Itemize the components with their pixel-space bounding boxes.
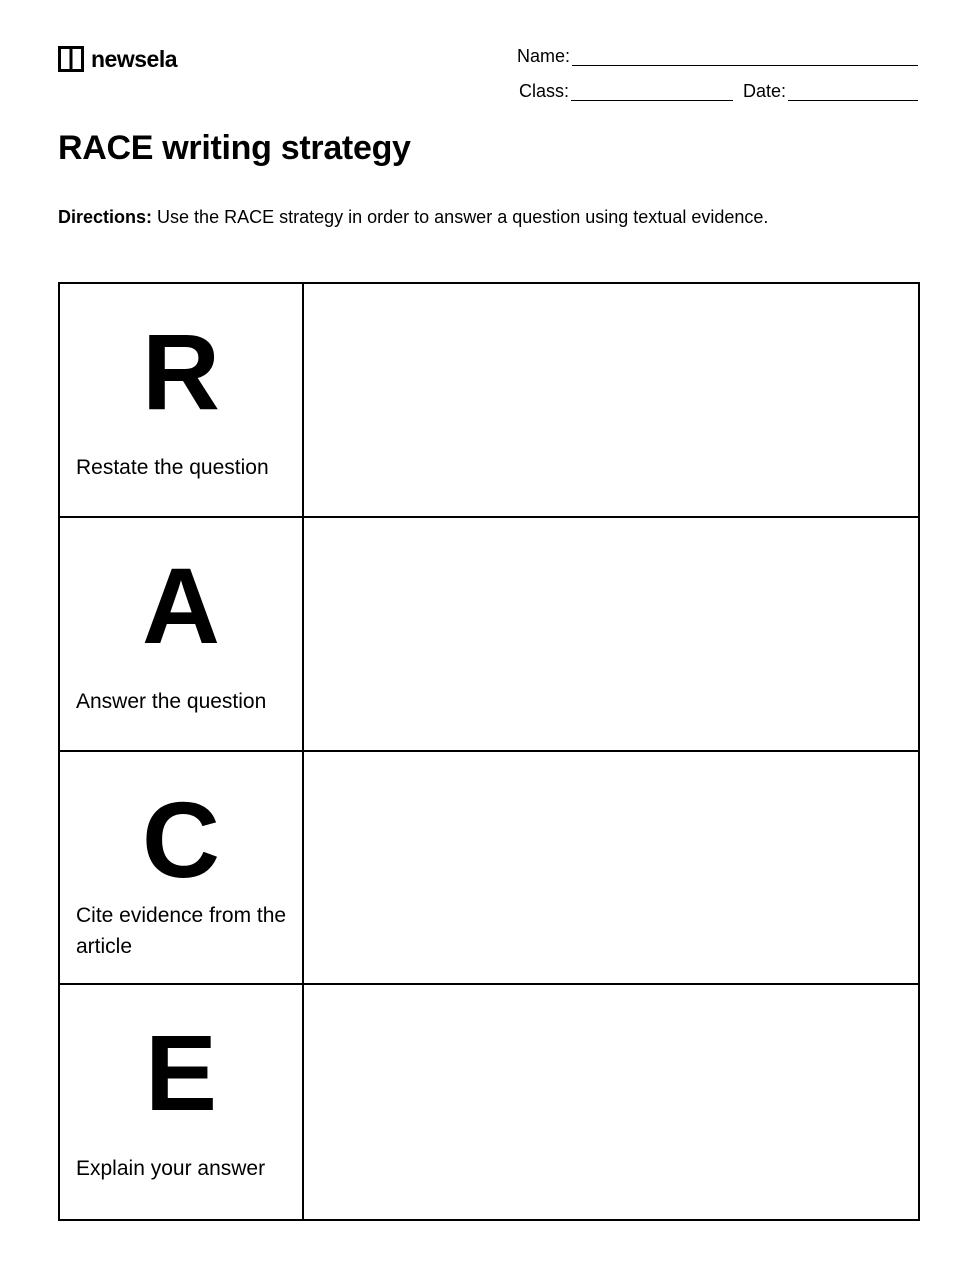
date-label: Date: bbox=[743, 81, 787, 101]
answer-box-cite[interactable] bbox=[304, 752, 918, 984]
date-line[interactable] bbox=[788, 82, 918, 101]
page-title: RACE writing strategy bbox=[58, 129, 411, 167]
race-table bbox=[58, 282, 920, 1221]
name-field[interactable] bbox=[517, 46, 918, 66]
date-field[interactable] bbox=[743, 81, 918, 101]
race-row-r bbox=[60, 284, 918, 518]
name-label: Name: bbox=[517, 46, 571, 66]
answer-box-answer[interactable] bbox=[304, 518, 918, 750]
book-icon bbox=[58, 46, 84, 72]
letter-cell bbox=[60, 518, 304, 750]
race-row-c bbox=[60, 752, 918, 986]
class-field[interactable] bbox=[519, 81, 733, 101]
class-line[interactable] bbox=[571, 82, 733, 101]
brand-name: newsela bbox=[91, 46, 177, 72]
name-line[interactable] bbox=[572, 47, 918, 66]
directions-text: Use the RACE strategy in order to answer a question using textual evidence. bbox=[157, 207, 769, 227]
race-row-a bbox=[60, 518, 918, 752]
race-description: Restate the question bbox=[76, 456, 269, 479]
race-letter: C bbox=[142, 778, 220, 900]
newsela-logo bbox=[58, 46, 177, 72]
race-description: Answer the question bbox=[76, 689, 267, 713]
answer-box-explain[interactable] bbox=[304, 985, 918, 1219]
directions bbox=[58, 206, 768, 228]
race-description: Explain your answer bbox=[76, 1157, 266, 1181]
directions-label: Directions: bbox=[58, 207, 153, 227]
race-letter: E bbox=[144, 1012, 218, 1134]
race-description: Cite evidence from the article bbox=[76, 903, 287, 958]
race-letter: R bbox=[142, 311, 220, 432]
letter-cell bbox=[60, 752, 304, 984]
letter-cell bbox=[60, 985, 304, 1219]
race-row-e bbox=[60, 985, 918, 1219]
class-label: Class: bbox=[519, 81, 570, 101]
letter-cell bbox=[60, 284, 304, 516]
answer-box-restate[interactable] bbox=[304, 284, 918, 516]
race-letter: A bbox=[142, 544, 220, 666]
